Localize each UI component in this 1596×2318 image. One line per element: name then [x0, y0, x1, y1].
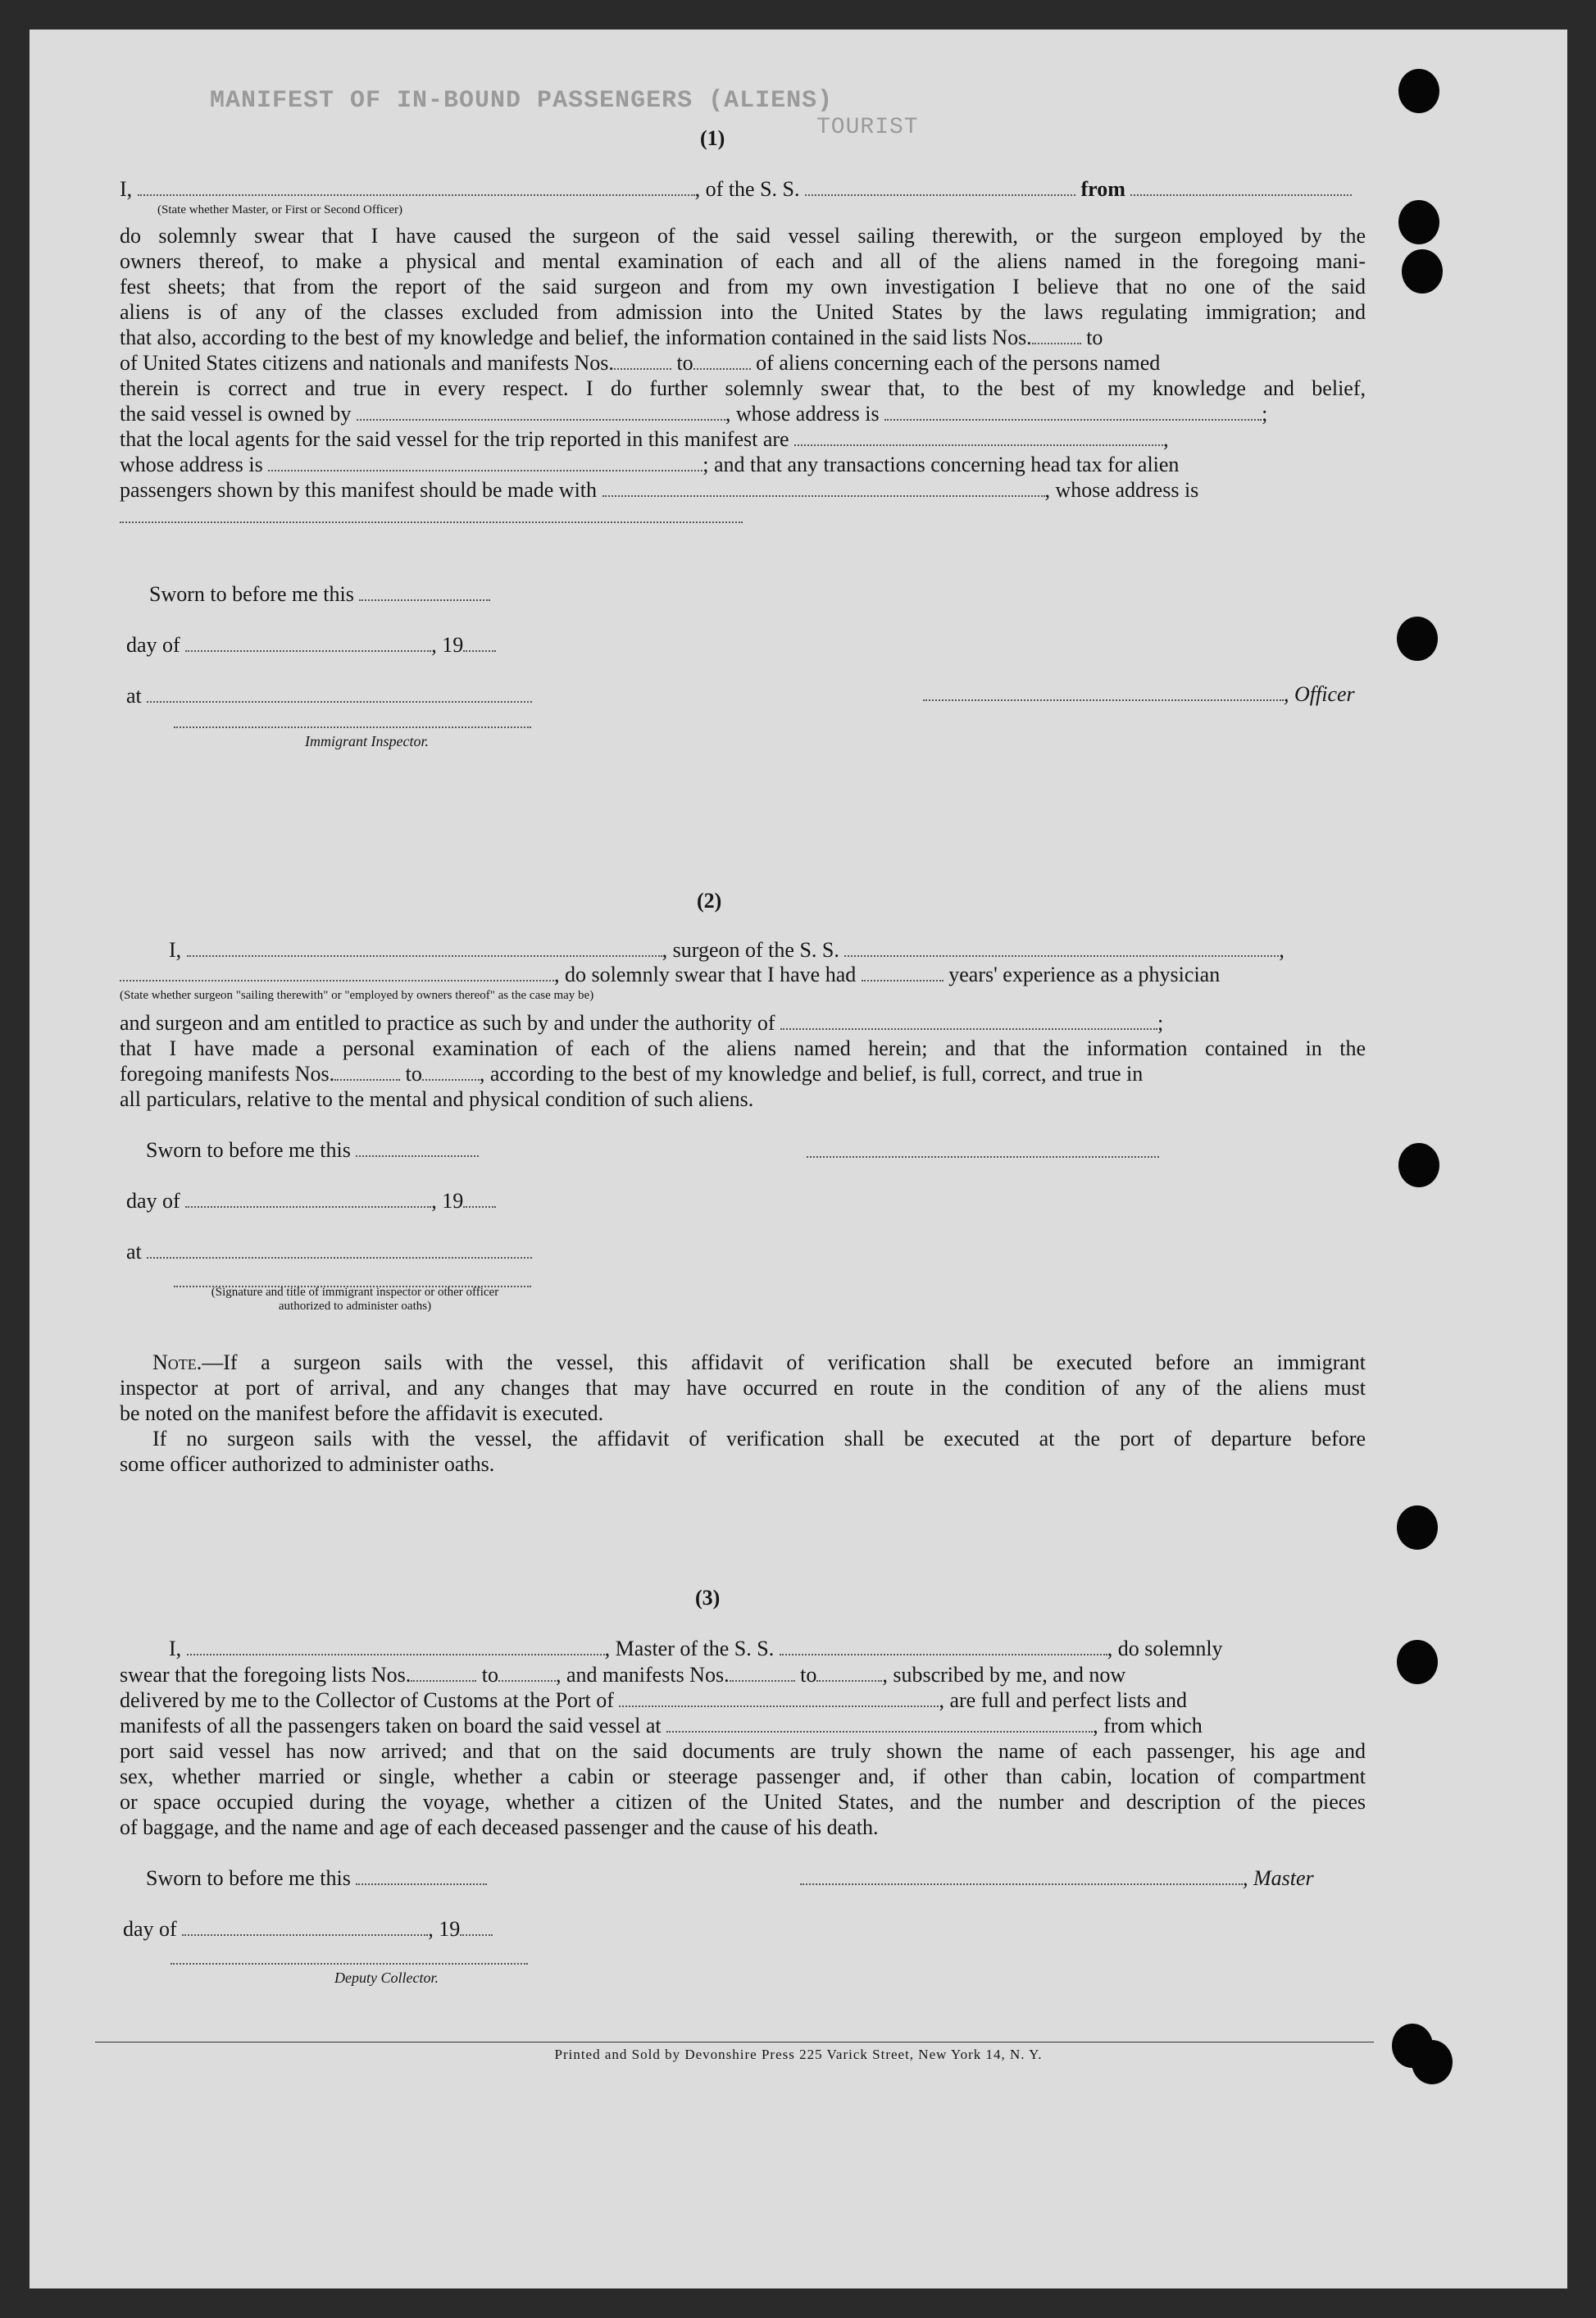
s1-para-8: the said vessel is owned by , whose address is ;: [120, 402, 1268, 426]
s1-para-7: therein is correct and true in every respect. I do further solemnly swear that, to the best of my knowledge and belief,: [120, 376, 1366, 400]
s1-para-3: fest sheets; that from the report of the said surgeon and from my own investigation I believe that no one of the said: [120, 275, 1366, 298]
punch-hole-3: [1402, 249, 1443, 294]
manifest-verification-page: [30, 30, 1567, 2288]
s1-caption: (State whether Master, or First or Second Officer): [157, 203, 403, 216]
section-1-number: (1): [700, 126, 725, 150]
s3-para-7: of baggage, and the name and age of each deceased passenger and the cause of his death.: [120, 1815, 879, 1839]
s1-para-2: owners thereof, to make a physical and mental examination of each and all of the aliens named in the foregoing mani-: [120, 249, 1366, 273]
s2-para-4: all particulars, relative to the mental and physical condition of such aliens.: [120, 1087, 754, 1111]
s3-para-3: manifests of all the passengers taken on board the said vessel at , from which: [120, 1714, 1203, 1737]
s2-note-5: some officer authorized to administer oaths.: [120, 1452, 495, 1476]
s1-at: at: [126, 684, 532, 708]
s1-officer-signature: , Officer: [923, 682, 1355, 707]
s1-sworn: Sworn to before me this: [149, 582, 490, 607]
s2-officer-label: (Signature and title of immigrant inspector or other officer authorized to administer oaths): [211, 1286, 499, 1313]
s1-para-5: that also, according to the best of my knowledge and belief, the information contained in the said lists Nos. to: [120, 326, 1103, 349]
s3-collector-line: [171, 1961, 528, 1965]
s2-line-2: , do solemnly swear that I have had years' experience as a physician: [120, 963, 1220, 987]
s2-note-label: Note.: [152, 1350, 202, 1374]
s1-day-of: day of , 19: [126, 633, 496, 658]
s1-para-9: that the local agents for the said vessel for the trip reported in this manifest are ,: [120, 427, 1169, 451]
s3-line-1: I, , Master of the S. S. , do solemnly: [169, 1637, 1223, 1660]
s2-note-3: be noted on the manifest before the affidavit is executed.: [120, 1401, 604, 1425]
s3-collector-label: Deputy Collector.: [334, 1970, 439, 1986]
s2-para-2: that I have made a personal examination of each of the aliens named herein; and that the information contained in the: [120, 1036, 1366, 1060]
s1-para-10: whose address is ; and that any transactions concerning head tax for alien: [120, 453, 1180, 476]
punch-hole-5: [1398, 1143, 1439, 1187]
s2-note-4: If no surgeon sails with the vessel, the affidavit of verification shall be executed at the port of departure before: [152, 1427, 1366, 1450]
s2-line-1: I, , surgeon of the S. S. ,: [169, 938, 1285, 962]
ghost-header-title: MANIFEST OF IN-BOUND PASSENGERS (ALIENS): [210, 87, 834, 115]
punch-hole-1: [1398, 69, 1439, 113]
s1-para-6: of United States citizens and nationals and manifests Nos. to of aliens concerning each of the persons named: [120, 351, 1161, 375]
s2-day-of: day of , 19: [126, 1189, 496, 1214]
s3-para-1: swear that the foregoing lists Nos. to , and manifests Nos. to , subscribed by me, and now: [120, 1663, 1126, 1687]
punch-hole-7: [1397, 1640, 1438, 1684]
section-2-number: (2): [697, 889, 722, 913]
ghost-header-class: TOURIST: [816, 115, 919, 140]
printer-imprint: Printed and Sold by Devonshire Press 225 Varick Street, New York 14, N. Y.: [554, 2047, 1043, 2062]
s3-para-2: delivered by me to the Collector of Customs at the Port of , are full and perfect lists and: [120, 1688, 1187, 1712]
punch-hole-6: [1397, 1505, 1438, 1550]
s1-inspector-line: [174, 725, 531, 728]
punch-hole-4: [1397, 617, 1438, 661]
s2-sworn: Sworn to before me this: [146, 1138, 479, 1163]
s3-sworn: Sworn to before me this: [146, 1866, 487, 1891]
s2-para-1: and surgeon and am entitled to practice as such by and under the authority of ;: [120, 1011, 1164, 1035]
s1-address-line: [120, 520, 743, 523]
s2-at: at: [126, 1240, 532, 1264]
s1-para-1: do solemnly swear that I have caused the surgeon of the said vessel sailing therewith, or the surgeon employed by the: [120, 224, 1366, 248]
s3-para-4: port said vessel has now arrived; and that on the said documents are truly shown the name of each passenger, his age and: [120, 1739, 1366, 1763]
s1-line-1: I, , of the S. S. from: [120, 177, 1352, 202]
s2-caption: (State whether surgeon "sailing therewith" or "employed by owners thereof" as the case may be): [120, 989, 594, 1002]
s1-para-4: aliens is of any of the classes excluded from admission into the United States by the laws regulating immigration; and: [120, 300, 1366, 324]
punch-hole-2: [1398, 200, 1439, 244]
s1-inspector-label: Immigrant Inspector.: [305, 733, 429, 749]
s2-para-3: foregoing manifests Nos. to , according to the best of my knowledge and belief, is full, correct, and true in: [120, 1062, 1144, 1086]
section-3-number: (3): [695, 1586, 721, 1610]
s3-para-5: sex, whether married or single, whether a cabin or steerage passenger and, if other than cabin, location of compartment: [120, 1765, 1366, 1788]
s2-note-2: inspector at port of arrival, and any changes that may have occurred en route in the condition of any of the aliens must: [120, 1376, 1366, 1400]
s2-surgeon-signature: [807, 1154, 1159, 1158]
s3-day-of: day of , 19: [123, 1917, 493, 1942]
s3-para-6: or space occupied during the voyage, whether a citizen of the United States, and the number and description of the pieces: [120, 1790, 1366, 1814]
s1-para-11: passengers shown by this manifest should be made with , whose address is: [120, 478, 1199, 502]
s2-note-1: Note.—If a surgeon sails with the vessel, this affidavit of verification shall be executed before an immigrant: [152, 1350, 1366, 1374]
s3-master-signature: , Master: [800, 1866, 1314, 1891]
